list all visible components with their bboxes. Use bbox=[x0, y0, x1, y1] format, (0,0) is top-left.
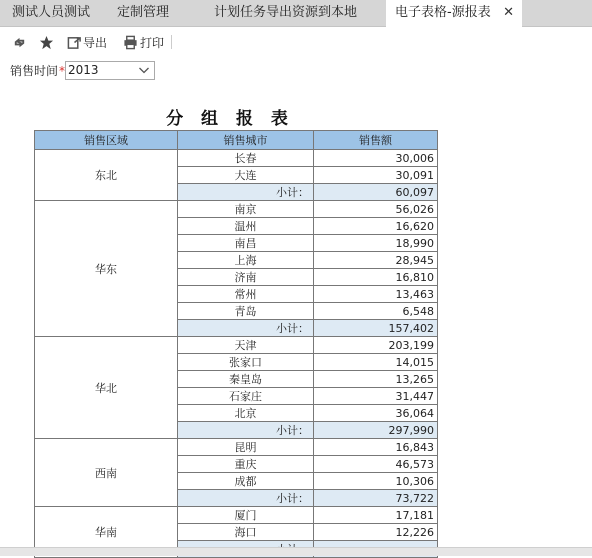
tab-tester-test[interactable] bbox=[0, 0, 107, 26]
city-cell: 南昌 bbox=[178, 235, 314, 252]
city-cell: 大连 bbox=[178, 167, 314, 184]
report-title: 分 组 报 表 bbox=[166, 109, 294, 129]
sales-cell: 30,006 bbox=[314, 150, 438, 167]
tab-scheduled-export[interactable] bbox=[203, 0, 386, 26]
city-cell: 石家庄 bbox=[178, 388, 314, 405]
city-cell: 常州 bbox=[178, 286, 314, 303]
city-cell: 张家口 bbox=[178, 354, 314, 371]
city-cell: 济南 bbox=[178, 269, 314, 286]
sales-cell: 10,306 bbox=[314, 473, 438, 490]
region-cell: 华北 bbox=[35, 337, 178, 439]
table-row bbox=[35, 201, 438, 218]
export-label: 导出 bbox=[83, 35, 108, 50]
city-cell: 温州 bbox=[178, 218, 314, 235]
region-cell: 华东 bbox=[35, 201, 178, 337]
column-header: 销售城市 bbox=[178, 131, 314, 150]
table-row bbox=[35, 337, 438, 354]
sales-cell: 46,573 bbox=[314, 456, 438, 473]
sales-cell: 203,199 bbox=[314, 337, 438, 354]
city-cell: 南京 bbox=[178, 201, 314, 218]
city-cell: 成都 bbox=[178, 473, 314, 490]
sales-cell: 17,181 bbox=[314, 507, 438, 524]
subtotal-value: 60,097 bbox=[314, 184, 438, 201]
tab-label: 电子表格-源报表 bbox=[395, 5, 491, 20]
subtotal-label: 小计： bbox=[178, 422, 314, 439]
city-cell: 重庆 bbox=[178, 456, 314, 473]
sales-cell: 6,548 bbox=[314, 303, 438, 320]
city-cell: 秦皇岛 bbox=[178, 371, 314, 388]
tab-custom-management[interactable] bbox=[107, 0, 203, 26]
report-table bbox=[34, 130, 438, 558]
table-row bbox=[35, 439, 438, 456]
city-cell: 厦门 bbox=[178, 507, 314, 524]
toolbar-divider bbox=[171, 35, 172, 49]
print-label: 打印 bbox=[140, 35, 165, 50]
city-cell: 青岛 bbox=[178, 303, 314, 320]
city-cell: 海口 bbox=[178, 524, 314, 541]
vertical-scrollbar[interactable] bbox=[588, 85, 592, 547]
sales-time-filter bbox=[10, 62, 65, 79]
close-icon[interactable]: ✕ bbox=[503, 5, 514, 20]
tab-label: 测试人员测试 bbox=[12, 5, 91, 20]
sales-cell: 18,990 bbox=[314, 235, 438, 252]
filter-label: 销售时间 bbox=[10, 64, 59, 78]
refresh-icon[interactable] bbox=[11, 34, 27, 50]
subtotal-value: 73,722 bbox=[314, 490, 438, 507]
sales-time-select[interactable] bbox=[65, 61, 155, 80]
export-button[interactable] bbox=[66, 34, 107, 51]
tab-spreadsheet-source-report[interactable] bbox=[386, 0, 522, 27]
city-cell: 上海 bbox=[178, 252, 314, 269]
sales-cell: 14,015 bbox=[314, 354, 438, 371]
sales-cell: 56,026 bbox=[314, 201, 438, 218]
sales-cell: 13,265 bbox=[314, 371, 438, 388]
tab-label: 计划任务导出资源到本地 bbox=[214, 5, 358, 20]
select-value: 2013 bbox=[68, 63, 99, 77]
print-button[interactable] bbox=[122, 34, 164, 51]
sales-cell: 30,091 bbox=[314, 167, 438, 184]
subtotal-label: 小计： bbox=[178, 184, 314, 201]
city-cell: 天津 bbox=[178, 337, 314, 354]
column-header: 销售区域 bbox=[35, 131, 178, 150]
print-icon bbox=[122, 34, 138, 50]
subtotal-label: 小计： bbox=[178, 320, 314, 337]
region-cell: 西南 bbox=[35, 439, 178, 507]
sales-cell: 36,064 bbox=[314, 405, 438, 422]
star-icon[interactable] bbox=[38, 34, 54, 50]
sales-cell: 16,810 bbox=[314, 269, 438, 286]
table-header-row bbox=[35, 131, 438, 150]
city-cell: 昆明 bbox=[178, 439, 314, 456]
sales-cell: 31,447 bbox=[314, 388, 438, 405]
sales-cell: 16,620 bbox=[314, 218, 438, 235]
sales-cell: 28,945 bbox=[314, 252, 438, 269]
tab-bar bbox=[0, 0, 592, 27]
city-cell: 长春 bbox=[178, 150, 314, 167]
region-cell: 东北 bbox=[35, 150, 178, 201]
sales-cell: 16,843 bbox=[314, 439, 438, 456]
column-header: 销售额 bbox=[314, 131, 438, 150]
report-toolbar bbox=[0, 30, 592, 54]
export-icon bbox=[66, 34, 82, 50]
subtotal-label: 小计： bbox=[178, 490, 314, 507]
required-mark: * bbox=[59, 63, 66, 78]
tab-label: 定制管理 bbox=[117, 5, 170, 20]
region-cell: 华南 bbox=[35, 507, 178, 558]
table-row bbox=[35, 507, 438, 524]
subtotal-value: 157,402 bbox=[314, 320, 438, 337]
sales-cell: 12,226 bbox=[314, 524, 438, 541]
subtotal-value: 297,990 bbox=[314, 422, 438, 439]
table-row bbox=[35, 150, 438, 167]
chevron-down-icon[interactable] bbox=[138, 64, 150, 76]
sales-cell: 13,463 bbox=[314, 286, 438, 303]
city-cell: 北京 bbox=[178, 405, 314, 422]
